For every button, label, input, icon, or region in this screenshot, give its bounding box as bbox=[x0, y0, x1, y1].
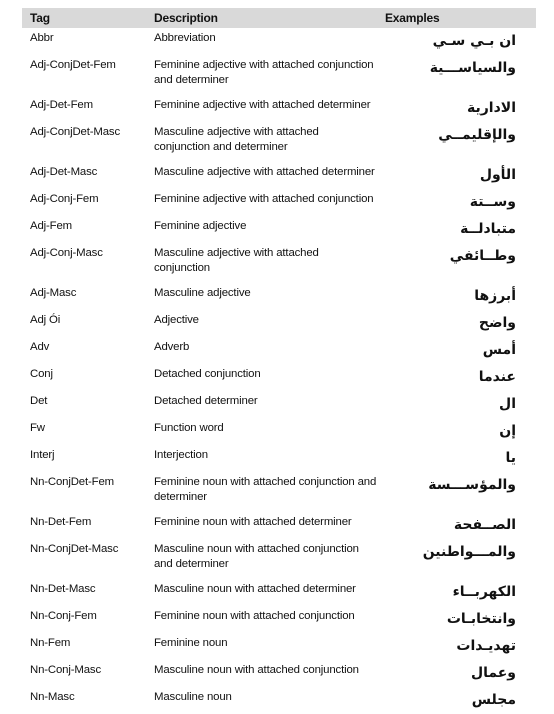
description-cell: Detached conjunction bbox=[154, 368, 261, 380]
example-cell bbox=[377, 472, 536, 512]
tag-cell: Adj-Det-Fem bbox=[30, 99, 93, 111]
example-cell bbox=[377, 243, 536, 283]
table-body bbox=[22, 28, 536, 714]
description-cell: Masculine adjective with attached determiner bbox=[154, 166, 375, 178]
table-row bbox=[22, 539, 536, 579]
arabic-example-text: تهديـدات bbox=[456, 638, 516, 654]
example-cell bbox=[377, 579, 536, 606]
arabic-example-text: وطــائفي bbox=[449, 248, 516, 264]
tag-cell: Nn-Det-Fem bbox=[30, 516, 92, 528]
table-row bbox=[22, 512, 536, 539]
table-row bbox=[22, 418, 536, 445]
table-row bbox=[22, 364, 536, 391]
description-cell: Masculine noun with attached conjunction bbox=[154, 664, 359, 676]
table-row bbox=[22, 337, 536, 364]
table-row bbox=[22, 283, 536, 310]
tag-cell: Adv bbox=[30, 341, 50, 353]
arabic-example-text: والمؤســـسة bbox=[428, 477, 516, 493]
tag-cell: Adj-Conj-Masc bbox=[30, 247, 103, 259]
tag-cell: Adj-Masc bbox=[30, 287, 77, 299]
arabic-example-text: وانتخابـات bbox=[446, 611, 516, 627]
example-cell bbox=[377, 55, 536, 95]
table-row bbox=[22, 28, 536, 55]
table-row bbox=[22, 216, 536, 243]
tag-cell: Nn-Det-Masc bbox=[30, 583, 96, 595]
example-cell bbox=[377, 28, 536, 55]
table-row bbox=[22, 391, 536, 418]
description-cell: Feminine noun with attached conjunction and determiner bbox=[154, 476, 377, 503]
tag-cell: Nn-ConjDet-Masc bbox=[30, 543, 119, 555]
description-cell: Masculine noun with attached conjunction and determiner bbox=[154, 543, 359, 570]
table-row bbox=[22, 162, 536, 189]
description-cell: Feminine adjective with attached conjunction and determiner bbox=[154, 59, 374, 86]
example-cell bbox=[377, 418, 536, 445]
table-row bbox=[22, 579, 536, 606]
example-cell bbox=[377, 95, 536, 122]
tag-cell: Interj bbox=[30, 449, 55, 461]
example-cell bbox=[377, 391, 536, 418]
tag-cell: Adj-Conj-Fem bbox=[30, 193, 99, 205]
tag-cell: Conj bbox=[30, 368, 53, 380]
table-row bbox=[22, 310, 536, 337]
pos-tag-table bbox=[22, 8, 536, 714]
table-row bbox=[22, 687, 536, 714]
description-cell: Masculine adjective bbox=[154, 287, 251, 299]
arabic-example-text: الادارية bbox=[466, 100, 516, 116]
header-tag: Tag bbox=[30, 11, 50, 25]
description-cell: Masculine noun bbox=[154, 691, 232, 703]
table-row bbox=[22, 472, 536, 512]
description-cell: Function word bbox=[154, 422, 224, 434]
example-cell bbox=[377, 216, 536, 243]
arabic-example-text: والسياســـية bbox=[429, 60, 516, 76]
table-row bbox=[22, 660, 536, 687]
arabic-example-text: ال bbox=[499, 396, 516, 412]
tag-cell: Fw bbox=[30, 422, 45, 434]
description-cell: Feminine noun bbox=[154, 637, 228, 649]
example-cell bbox=[377, 364, 536, 391]
description-cell: Abbreviation bbox=[154, 32, 216, 44]
description-cell: Masculine adjective with attached conjunction and determiner bbox=[154, 126, 319, 153]
arabic-example-text: وســتة bbox=[469, 194, 516, 210]
arabic-example-text: ان بـي سـي bbox=[432, 33, 516, 49]
table-row bbox=[22, 122, 536, 162]
arabic-example-text: متبادلــة bbox=[460, 221, 516, 237]
tag-cell: Det bbox=[30, 395, 48, 407]
table-row bbox=[22, 55, 536, 95]
tag-cell: Nn-Conj-Masc bbox=[30, 664, 101, 676]
example-cell bbox=[377, 122, 536, 162]
example-cell bbox=[377, 512, 536, 539]
description-cell: Adjective bbox=[154, 314, 199, 326]
tag-cell: Adj-ConjDet-Masc bbox=[30, 126, 121, 138]
table-row bbox=[22, 189, 536, 216]
description-cell: Feminine noun with attached conjunction bbox=[154, 610, 355, 622]
tag-cell: Abbr bbox=[30, 32, 54, 44]
arabic-example-text: الأول bbox=[479, 167, 516, 183]
description-cell: Detached determiner bbox=[154, 395, 258, 407]
example-cell bbox=[377, 310, 536, 337]
tag-cell: Nn-Fem bbox=[30, 637, 71, 649]
description-cell: Feminine adjective bbox=[154, 220, 247, 232]
example-cell bbox=[377, 283, 536, 310]
tag-cell: Nn-Masc bbox=[30, 691, 75, 703]
tag-cell: Adj-Det-Masc bbox=[30, 166, 98, 178]
description-cell: Feminine adjective with attached conjunction bbox=[154, 193, 374, 205]
tag-cell: Adj-ConjDet-Fem bbox=[30, 59, 116, 71]
arabic-example-text: والإقليمــي bbox=[438, 127, 516, 143]
description-cell: Adverb bbox=[154, 341, 190, 353]
arabic-example-text: وعمال bbox=[470, 665, 516, 681]
header-examples: Examples bbox=[385, 11, 440, 25]
example-cell bbox=[377, 445, 536, 472]
description-cell: Masculine noun with attached determiner bbox=[154, 583, 356, 595]
table-row bbox=[22, 95, 536, 122]
example-cell bbox=[377, 606, 536, 633]
table-row bbox=[22, 445, 536, 472]
tag-table-document bbox=[22, 8, 536, 714]
example-cell bbox=[377, 633, 536, 660]
arabic-example-text: أبرزها bbox=[474, 288, 516, 304]
tag-cell: Nn-ConjDet-Fem bbox=[30, 476, 114, 488]
example-cell bbox=[377, 162, 536, 189]
example-cell bbox=[377, 539, 536, 579]
arabic-example-text: مجلس bbox=[471, 692, 516, 708]
description-cell: Feminine adjective with attached determiner bbox=[154, 99, 371, 111]
tag-cell: Adj-Fem bbox=[30, 220, 72, 232]
table-row bbox=[22, 243, 536, 283]
description-cell: Feminine noun with attached determiner bbox=[154, 516, 352, 528]
header-description: Description bbox=[154, 11, 218, 25]
description-cell: Masculine adjective with attached conjunction bbox=[154, 247, 319, 274]
arabic-example-text: الصــفحة bbox=[453, 517, 516, 533]
example-cell bbox=[377, 337, 536, 364]
arabic-example-text: عندما bbox=[478, 369, 516, 385]
arabic-example-text: الكهربــاء bbox=[452, 584, 516, 600]
table-row bbox=[22, 633, 536, 660]
arabic-example-text: واضح bbox=[478, 315, 516, 331]
example-cell bbox=[377, 660, 536, 687]
table-header bbox=[22, 8, 536, 28]
example-cell bbox=[377, 687, 536, 714]
description-cell: Interjection bbox=[154, 449, 208, 461]
tag-cell: Adj Ói bbox=[30, 314, 61, 326]
table-row bbox=[22, 606, 536, 633]
tag-cell: Nn-Conj-Fem bbox=[30, 610, 97, 622]
arabic-example-text: والمـــواطنين bbox=[422, 544, 516, 560]
header-row bbox=[22, 8, 536, 28]
example-cell bbox=[377, 189, 536, 216]
arabic-example-text: يا bbox=[505, 450, 516, 466]
arabic-example-text: أمس bbox=[482, 342, 516, 358]
arabic-example-text: إن bbox=[499, 423, 516, 439]
